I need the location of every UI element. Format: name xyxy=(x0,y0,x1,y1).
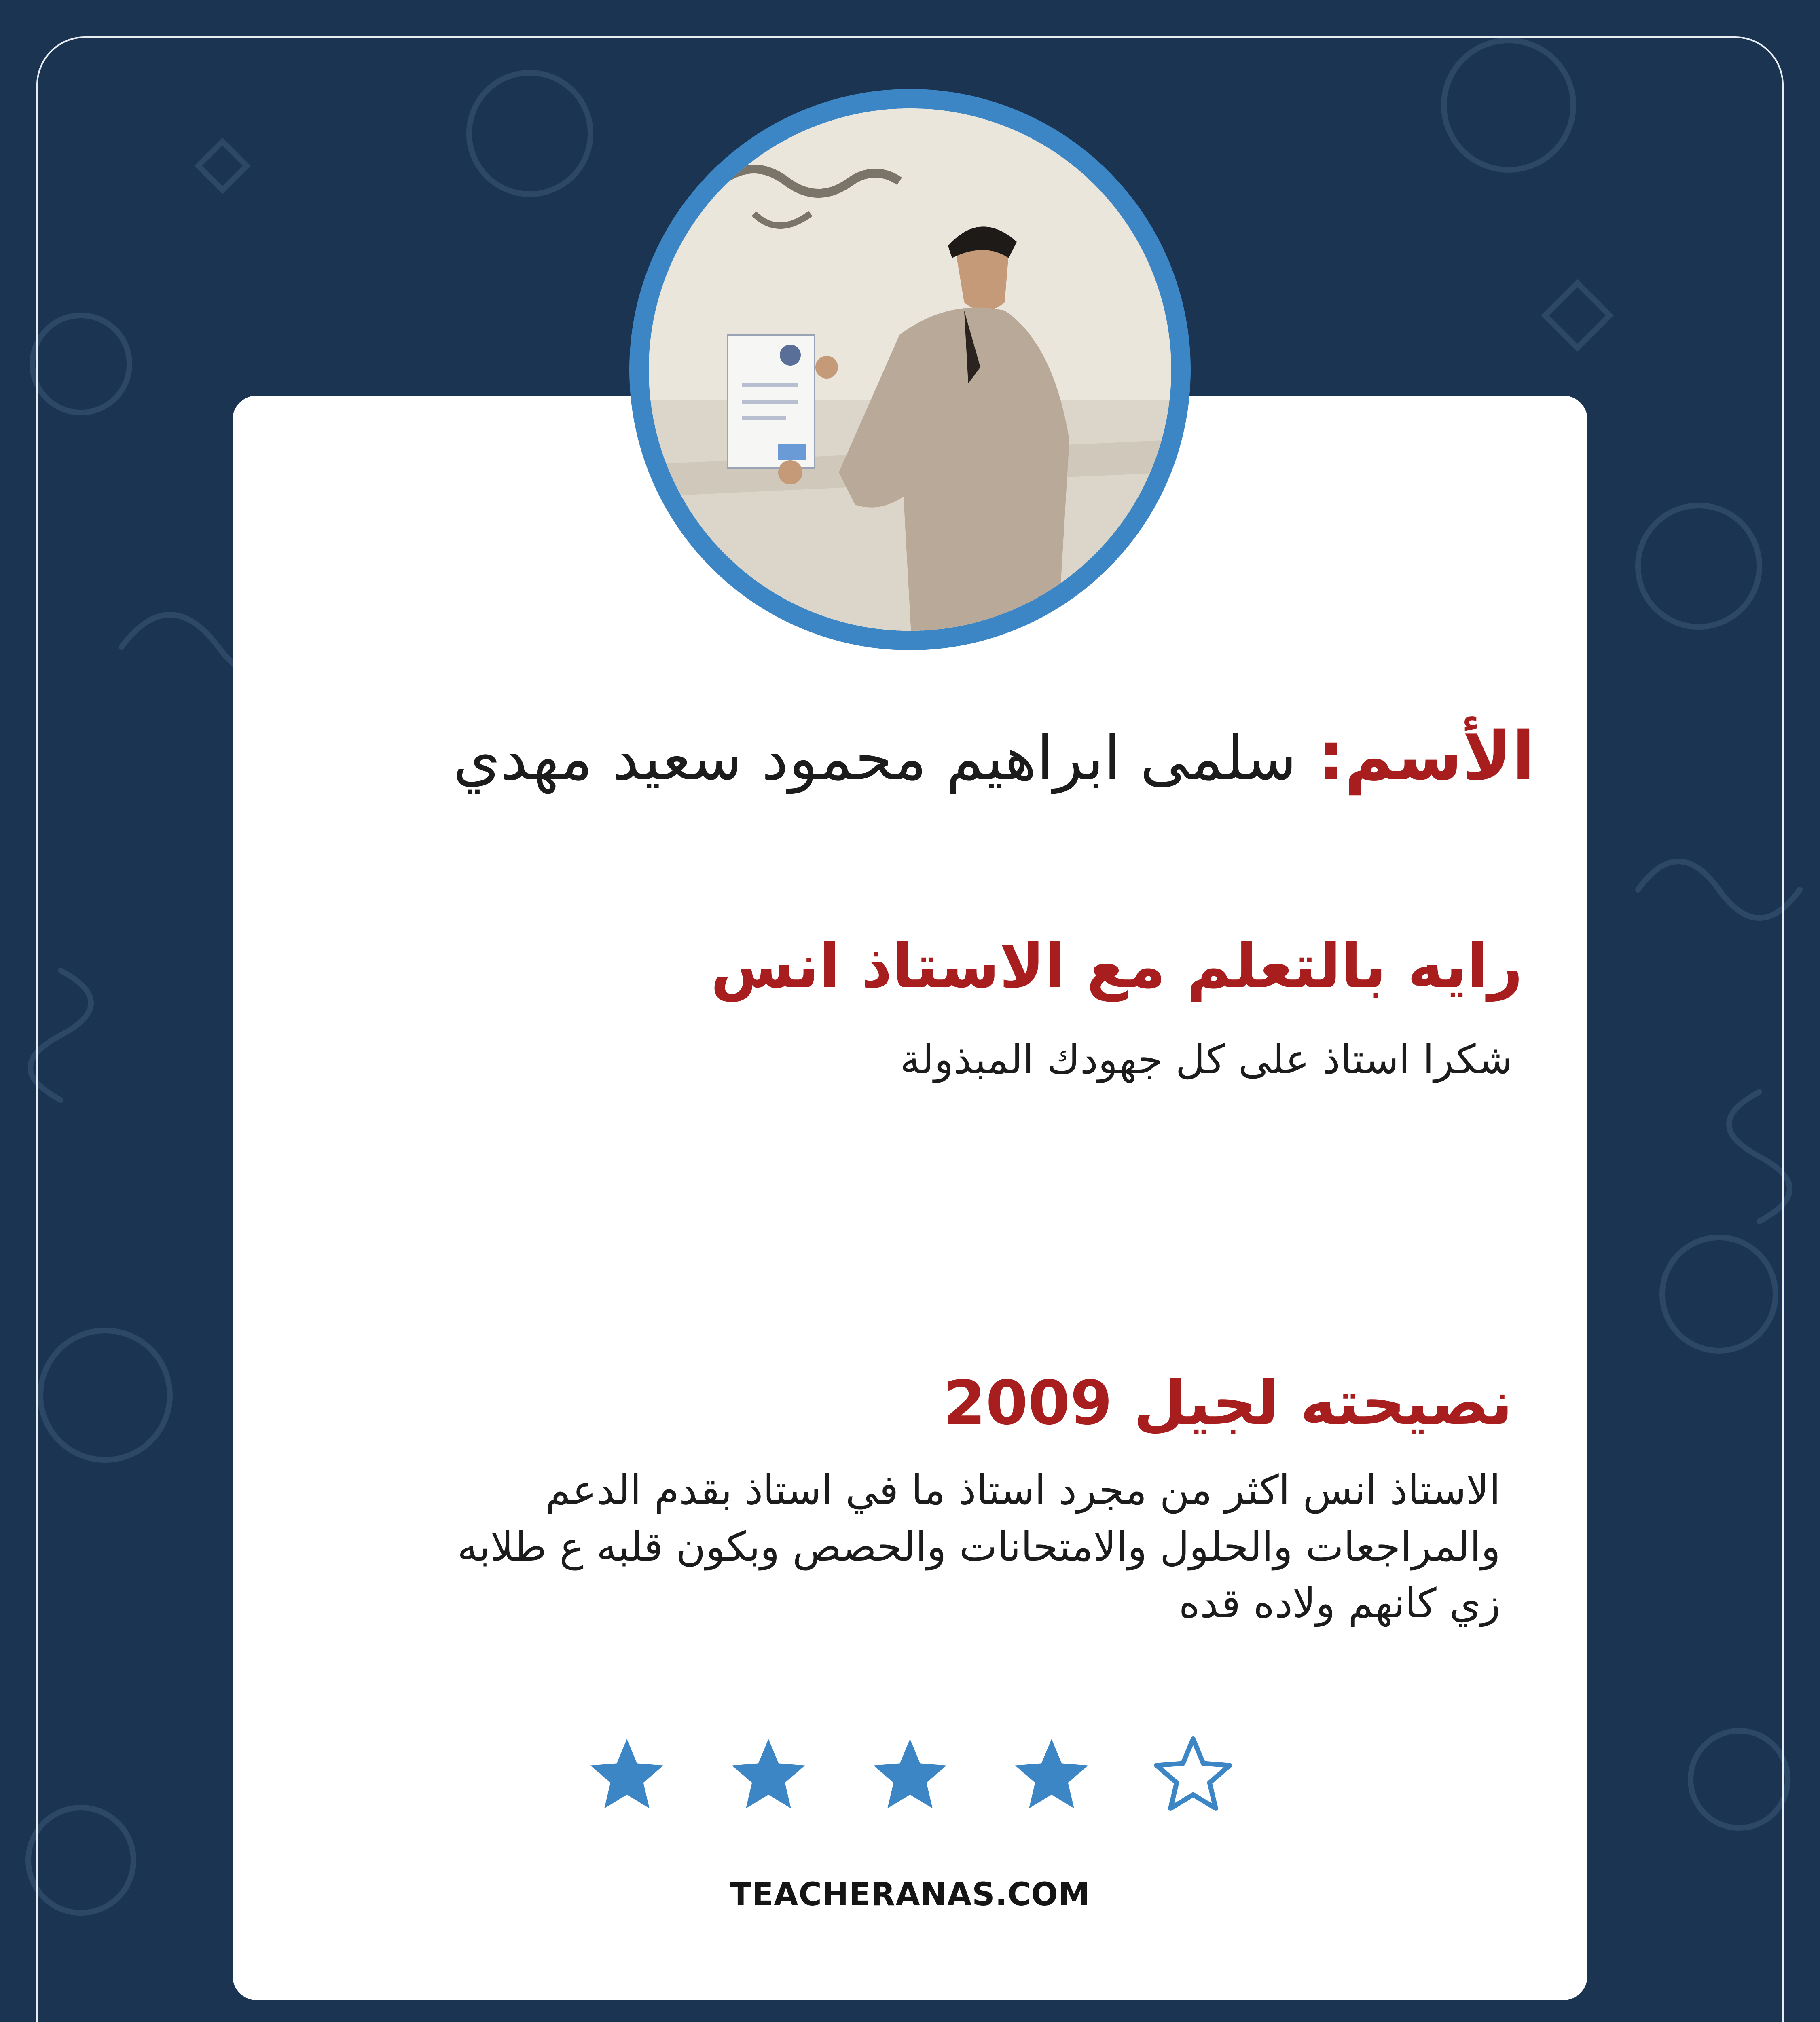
student-name-row xyxy=(453,717,1535,795)
star-icon xyxy=(874,1739,947,1808)
opinion-heading: رايه بالتعلم مع الاستاذ انس xyxy=(711,931,1523,1002)
advice-heading: نصيحته لجيل 2009 xyxy=(943,1368,1513,1438)
avatar xyxy=(629,89,1191,650)
advice-text: الاستاذ انس اكثر من مجرد استاذ ما في استاذ بقدم الدعم والمراجعات والحلول والامتحانات والحصص وبكون قلبه ع طلابه زي كانهم ولاده قده xyxy=(457,1466,1500,1627)
star-icon xyxy=(732,1739,805,1808)
name-label: الأسم: xyxy=(1317,717,1535,795)
star-icon xyxy=(590,1739,664,1808)
student-name: سلمى ابراهيم محمود سعيد مهدي xyxy=(453,723,1297,794)
star-rating xyxy=(582,1735,1246,1816)
star-icon xyxy=(1157,1739,1230,1808)
opinion-text: شكرا استاذ على كل جهودك المبذولة xyxy=(900,1036,1513,1083)
star-icon xyxy=(1015,1739,1088,1808)
student-photo xyxy=(649,108,1171,631)
website-link[interactable]: TEACHERANAS.COM xyxy=(730,1876,1090,1913)
